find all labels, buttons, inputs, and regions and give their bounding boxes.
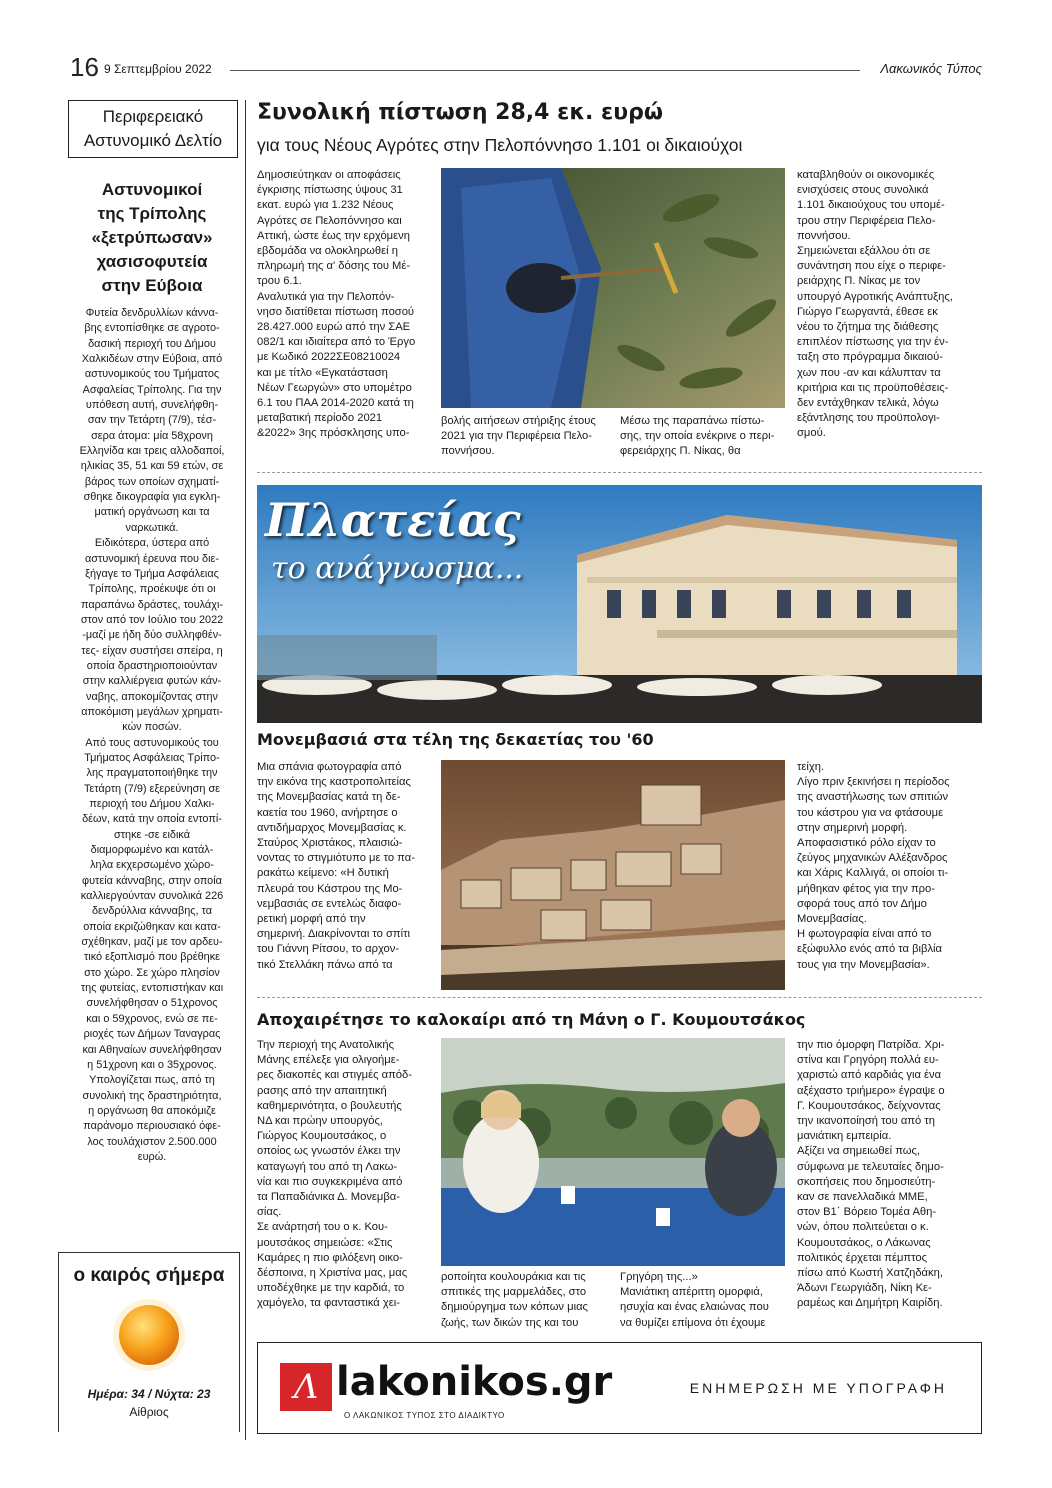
police-headline: Αστυνομικοί της Τρίπολης «ξετρύπωσαν» χασισοφυτεία στην Εύβοια (91, 180, 213, 295)
mani-column-4: την πιο όμορφη Πατρίδα. Χρι- στίνα και Γρηγόρη πολλά ευ- χαριστώ από καρδιάς για ένα αξέχαστο τριήμερο» έγραψε ο Γ. Κουμουτσάκος, δείχνοντας την ικανοποίησή του από τη μανιάτικη εμπειρία. Αξίζει να σημειωθεί πως, σύμφωνα με τελευταίες δημο- σκοπήσεις που δημοσιεύτη- καν σε πανελλαδικά ΜΜΕ, στον Β1΄ Βόρειο Τομέα Αθη- νών, όπου πολιτεύεται ο κ. Κουμουτσάκος, ο Λάκωνας πολιτικός έρχεται πέμπτος πίσω από Κωστή Χατζηδάκη, Άδωνι Γεωργιάδη, Νίκη Κε- ραμέως και Δημήτρη Καιρίδη. (797, 1039, 945, 1310)
monemvasia-headline: Μονεμβασιά στα τέλη της δεκαετίας του '60 (257, 730, 654, 749)
section-divider (257, 472, 982, 473)
ad-slogan: ΕΝΗΜΕΡΩΣΗ ΜΕ ΥΠΟΓΡΑΦΗ (689, 1380, 947, 1396)
section-divider-2 (257, 997, 982, 998)
mani-column-3: Γρηγόρη της...» Μανιάτικη απέριττη ομορφιά, ησυχία και ένας ελαιώνας που να θυμίζει επίμονα ότι έχουμε (620, 1271, 769, 1329)
lakonikos-logo-mark: Λ (280, 1363, 332, 1411)
weather-temps: Ημέρα: 34 / Νύχτα: 23 (87, 1387, 211, 1401)
koumoutsakos-photo (441, 1038, 785, 1266)
farmers-column-2: βολής αιτήσεων στήριξης έτους 2021 για την Περιφέρεια Πελο- ποννήσου. (441, 415, 596, 458)
monemvasia-column-1: Μια σπάνια φωτογραφία από την εικόνα της καστροπολιτείας της Μονεμβασίας κατά τη δε- καετία του 1960, ανήρτησε ο αντιδήμαρχος Μονεμβασίας κ. Σταύρος Χριστάκος, πλαισιώ- νοντας το στιγμιότυπο με το πα- ρακάτω κείμενο: «Η δυτική πλευρά του Κάστρου της Μο- νεμβασιάς σε εντελώς διαφο- ρετική μορφή από την σημερινή. Διακρίνονται το σπίτι του Γιάννη Ρίτσου, το αρχον- τικό Στελλάκη πάνω από τα (257, 761, 415, 971)
page-number: 16 (70, 52, 99, 82)
mani-headline: Αποχαιρέτησε το καλοκαίρι από τη Μάνη ο Γ. Κουμουτσάκος (257, 1010, 806, 1029)
weather-condition: Αίθριος (129, 1405, 169, 1419)
farmers-column-3: Μέσω της παραπάνω πίστω- σης, την οποία ενέκρινε ο περι- φερειάρχης Π. Νίκας, θα (620, 415, 775, 458)
farmers-headline: Συνολική πίστωση 28,4 εκ. ευρώ (257, 100, 663, 125)
banner-subtitle: το ανάγνωσμα... (271, 551, 524, 586)
weather-title: ο καιρός σήμερα (73, 1265, 225, 1286)
monemvasia-column-2: τείχη. Λίγο πριν ξεκινήσει η περίοδος της αναστήλωσης των σπιτιών του κάστρου για να φτάσουμε στην σημερινή μορφή. Αποφασιστικό ρόλο είχαν το ζεύγος μηχανικών Αλέξανδρος και Χάρις Καλλιγά, οι οποίοι τι- μήθηκαν φέτος για την προ- σφορά τους από τον Δήμο Μονεμβασίας. Η φωτογραφία είναι από το εξώφυλλο ενός από τα βιβλία τους για την Μονεμβασία». (797, 761, 950, 971)
sun-icon (109, 1295, 189, 1375)
issue-date: 9 Σεπτεμβρίου 2022 (104, 62, 212, 76)
header-rule (230, 70, 860, 71)
farmers-column-4: καταβληθούν οι οικονομικές ενισχύσεις στους συνολικά 1.101 δικαιούχους του υπομέ- τρου στην Περιφέρεια Πελο- ποννήσου. Σημειώνεται εξάλλου ότι σε συνάντηση που είχε ο περιφε- ρειάρχης Π. Νίκας με τον υπουργό Αγροτικής Ανάπτυξης, Γιώργο Γεωργαντά, έθεσε εκ νέου το ζήτημα της διάθεσης επιπλέον πίστωσης για την έν- ταξη στο πρόγραμμα δικαιού- χων που -αν και κάλυπταν τα κριτήρια και τις προϋποθέσεις- δεν εντάχθηκαν τελικά, λόγω εξάντλησης του προϋπολογι- σμού. (797, 169, 953, 440)
left-column-divider (245, 100, 246, 1440)
mani-column-2: ροποίητα κουλουράκια και τις σπιτικές της μαρμελάδες, στο δημιούργημα των κόπων μιας ζωής, των δικών της και του (441, 1271, 588, 1329)
banner-title: Πλατείας (265, 493, 521, 547)
lakonikos-ad[interactable] (257, 1342, 982, 1434)
farmers-column-1: Δημοσιεύτηκαν οι αποφάσεις έγκρισης πίστωσης ύψους 31 εκατ. ευρώ για 1.232 Νέους Αγρότες σε Πελοπόννησο και Αττική, ώστε έως την ερχόμενη εβδομάδα να ολοκληρωθεί η πληρωμή της α' δόσης του Μέ- τρου 6.1. Αναλυτικά για την Πελοπόν- νησο διατίθεται πίστωση ποσού 28.427.000 ευρώ από την ΣΑΕ 082/1 και ιδιαίτερα από το Έργο με Κωδικό 2022ΣΕ08210024 και με τίτλο «Εγκατάσταση Νέων Γεωργών» στο υπομέτρο 6.1 του ΠΑΑ 2014-2020 κατά τη μεταβατική περίοδο 2021 &2022» 3ης πρόσκλησης υπο- (257, 169, 416, 440)
monemvasia-photo (441, 760, 785, 990)
olive-harvest-photo (441, 168, 785, 408)
farmers-subheadline: για τους Νέους Αγρότες στην Πελοπόννησο 1.101 οι δικαιούχοι (257, 135, 743, 155)
newspaper-name: Λακωνικός Τύπος (880, 61, 982, 76)
lakonikos-logo-text: lakonikos.gr (336, 1359, 613, 1405)
weather-box (58, 1252, 240, 1432)
police-section-title: Περιφερειακό Αστυνομικό Δελτίο (68, 100, 238, 158)
lakonikos-tagline: Ο ΛΑΚΩΝΙΚΟΣ ΤΥΠΟΣ ΣΤΟ ΔΙΑΔΙΚΤΥΟ (344, 1411, 505, 1420)
square-banner (257, 485, 982, 723)
police-article-body: Φυτεία δενδρυλλίων κάννα- βης εντοπίσθηκε σε αγροτο- δασική περιοχή του Δήμου Χαλκιδέων στην Εύβοια, από αστυνομικούς του Τμήματος Ασφαλείας Τρίπολης. Για την υπόθεση αυτή, συνελήφθη- σαν την Τετάρτη (7/9), τέσ- σερα άτομα: μία 58χρονη Ελληνίδα και τρεις αλλοδαποί, ηλικίας 35, 51 και 59 ετών, σε βάρος των οποίων σχηματί- σθηκε δικογραφία για εγκλη- ματική οργάνωση και τα ναρκωτικά. Ειδικότερα, ύστερα από αστυνομική έρευνα που διε- ξήγαγε το Τμήμα Ασφάλειας Τρίπολης, προέκυψε ότι οι παραπάνω δράστες, τουλάχι- στον από τον Ιούλιο του 2022 -μαζί με ήδη δύο συλληφθέν- τες- είχαν συστήσει σπείρα, η οποία δραστηριοποιούνταν στην καλλιέργεια φυτών κάν- ναβης, αποκομίζοντας στην αποκόμιση μεγάλων χρηματι- κών ποσών. Από τους αστυνομικούς του Τμήματος Ασφάλειας Τρίπο- λης πραγματοποιήθηκε την Τετάρτη (7/9) εξερεύνηση σε περιοχή του Δήμου Χαλκι- δέων, κατά την οποία εντοπί- στηκε -σε ειδικά διαμορφωμένο και κατάλ- ληλα εκχερσωμένο χώρο- φυτεία κάνναβης, στην οποία καλλιεργούνταν συνολικά 226 δενδρύλλια κάνναβης, τα οποία εκριζώθηκαν και κατα- σχέθηκαν, μαζί με τον αρδευ- τικό εξοπλισμό που βρέθηκε στο χώρο. Σε χώρο πλησίον της φυτείας, εντοπιστήκαν και συνελήφθησαν ο 51χρονος και ο 59χρονος, ενώ σε πε- ριοχές των Δήμων Ταναγρας και Αθηναίων συνελήφθησαν η 51χρονη και ο 35χρονος. Υπολογίζεται πως, από τη συνολική της δραστηριότητα, η οργάνωση θα αποκόμιζε παράνομο περιουσιακό όφε- λος τουλάχιστον 2.500.000 ευρώ. (79, 307, 225, 1163)
mani-column-1: Την περιοχή της Ανατολικής Μάνης επέλεξε για ολιγοήμε- ρες διακοπές και στιγμές απόδ- ρασης από την απαιτητική καθημερινότητα, ο βουλευτής ΝΔ και πρώην υπουργός, Γιώργος Κουμουτσάκος, ο οποίος ως γνωστόν έλκει την καταγωγή του από τη Λακω- νία και πιο συγκεκριμένα από τα Παπαδιάνικα Δ. Μονεμβα- σίας. Σε ανάρτησή του ο κ. Κου- μουτσάκος σημειώσε: «Στις Καμάρες η πιο φιλόξενη οικο- δέσποινα, η Χριστίνα μας, μας υποδέχθηκε με την καρδιά, το χαμόγελο, τα φανταστικά χει- (257, 1039, 412, 1310)
